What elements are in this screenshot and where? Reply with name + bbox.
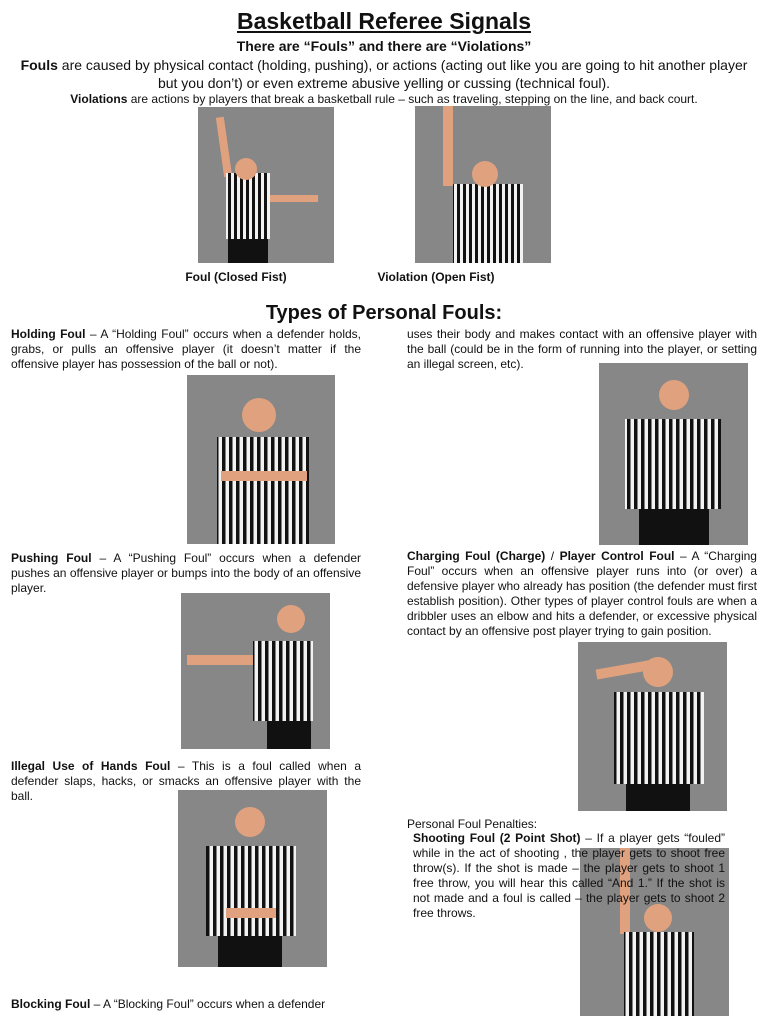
page-subtitle: There are “Fouls” and there are “Violations” xyxy=(236,38,532,54)
shooting-foul-definition: – If a player gets “fouled” while in the act of shooting , the player gets to shoot free throw(s). If the shot is made – the player gets to shoot 1 free throw, you will hear this called “And 1.” If the shot is not made and a foul is called – the player gets to shoot 2 free throws. xyxy=(413,831,725,920)
blocking-foul-photo xyxy=(599,363,748,545)
pushing-foul-photo xyxy=(181,593,330,749)
violation-signal-caption: Violation (Open Fist) xyxy=(377,270,495,284)
charging-foul-definition: – A “Charging Foul” occurs when an offensive player runs into (or over) a defensive player who already has position (the defender must first establish position). Other types of player control fouls are when a dribbler uses an elbow and hits a defender, or excessive physical contact by an offensive post player trying to gain position. xyxy=(407,549,757,638)
blocking-foul-term: Blocking Foul xyxy=(11,997,91,1011)
fouls-term: Fouls xyxy=(20,57,58,73)
illegal-hands-foul-term: Illegal Use of Hands Foul xyxy=(11,759,171,773)
penalties-heading: Personal Foul Penalties: xyxy=(407,817,538,831)
charging-foul-photo xyxy=(578,642,727,811)
holding-foul-photo xyxy=(187,375,335,544)
shooting-foul-text xyxy=(413,831,725,921)
shooting-foul-term: Shooting Foul (2 Point Shot) xyxy=(413,831,581,845)
foul-signal-photo xyxy=(198,107,334,263)
blocking-foul-continued: uses their body and makes contact with an offensive player with the ball (could be in the form of running into the player, or setting an illegal screen, etc). xyxy=(407,327,757,371)
blocking-foul-definition: – A “Blocking Foul” occurs when a defender xyxy=(90,997,326,1011)
pushing-foul-text xyxy=(11,551,361,596)
violations-definition: are actions by players that break a basketball rule – such as traveling, stepping on the line, and back court. xyxy=(127,92,698,106)
illegal-hands-foul-definition: – This is a foul called when a defender slaps, hacks, or smacks an offensive player with the ball. xyxy=(11,759,361,803)
holding-foul-definition: – A “Holding Foul” occurs when a defender holds, grabs, or pulls an offensive player (it doesn’t matter if the offensive player has possession of the ball or not). xyxy=(11,327,361,371)
fouls-intro xyxy=(14,56,754,92)
fouls-definition: are caused by physical contact (holding, pushing), or actions (acting out like you are going to hit another player but you don’t) or even extreme abusive yelling or cussing (technical foul). xyxy=(57,57,748,91)
violations-intro xyxy=(14,92,754,106)
pushing-foul-term: Pushing Foul xyxy=(11,551,92,565)
blocking-foul-text xyxy=(11,997,361,1012)
charging-foul-term: Charging Foul (Charge) xyxy=(407,549,546,563)
page-title: Basketball Referee Signals xyxy=(236,8,532,34)
charging-foul-separator: / xyxy=(545,549,560,563)
foul-signal-caption: Foul (Closed Fist) xyxy=(185,270,287,284)
player-control-foul-term: Player Control Foul xyxy=(559,549,675,563)
charging-foul-text xyxy=(407,549,757,639)
holding-foul-term: Holding Foul xyxy=(11,327,86,341)
violation-signal-photo xyxy=(415,106,551,263)
section-title: Types of Personal Fouls: xyxy=(265,302,503,324)
illegal-hands-foul-photo xyxy=(178,790,327,967)
violations-term: Violations xyxy=(70,92,128,106)
pushing-foul-definition: – A “Pushing Foul” occurs when a defender pushes an offensive player or bumps into the body of an offensive player. xyxy=(11,551,361,595)
holding-foul-text xyxy=(11,327,361,372)
